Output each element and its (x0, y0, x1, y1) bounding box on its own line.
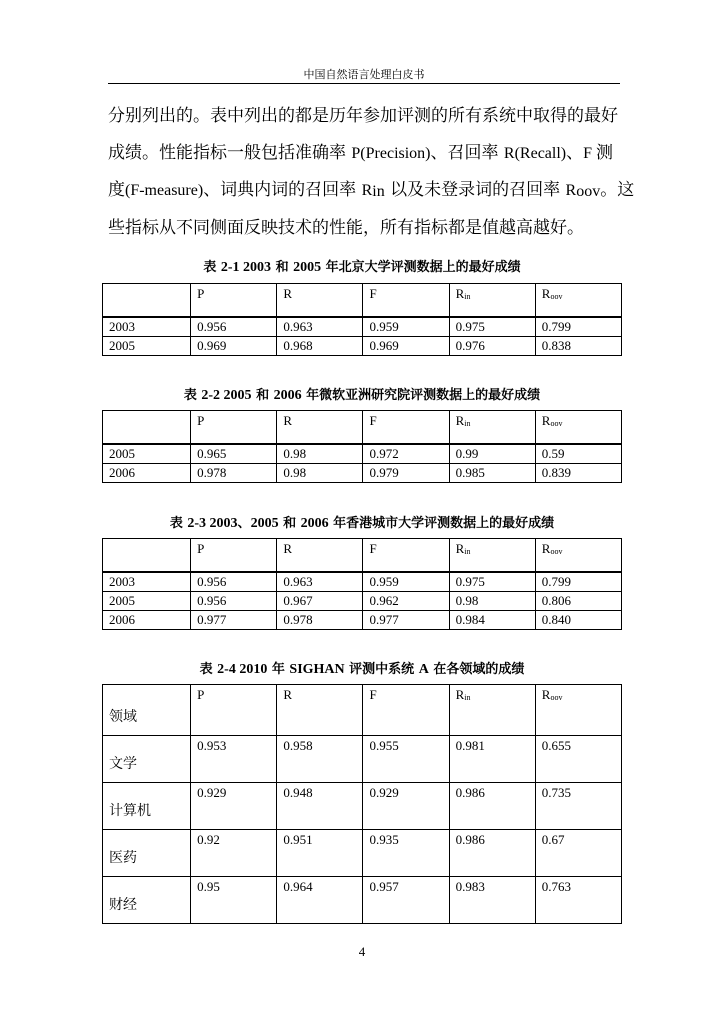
row-label-cell: 2006 (103, 464, 191, 483)
value-cell: 0.655 (535, 736, 621, 783)
header-subscript: oov (550, 693, 563, 702)
table-row (103, 444, 622, 464)
header-cell (535, 685, 621, 736)
value-cell: 0.955 (363, 736, 449, 783)
text-run: 、词典内词的召回率 (203, 180, 362, 200)
data-table (102, 538, 622, 630)
value-cell: 0.799 (535, 317, 621, 337)
row-label-cell: 2005 (103, 444, 191, 464)
caption-text: 表 (183, 388, 202, 403)
value-cell: 0.98 (449, 592, 535, 611)
header-cell (535, 284, 621, 318)
table-header-row (103, 284, 622, 318)
header-cell (277, 685, 363, 736)
value-cell: 0.929 (191, 783, 277, 830)
header-cell (191, 284, 277, 318)
value-cell: 0.92 (191, 830, 277, 877)
subscript: oov (576, 183, 601, 200)
value-cell: 0.986 (449, 830, 535, 877)
value-cell: 0.840 (535, 611, 621, 630)
header-subscript: oov (550, 419, 563, 428)
header-cell (535, 411, 621, 445)
value-cell: 0.951 (277, 830, 363, 877)
value-cell: 0.977 (191, 611, 277, 630)
header-label: F (369, 687, 377, 702)
value-cell: 0.968 (277, 337, 363, 356)
header-label: R (283, 286, 292, 301)
header-cell (277, 411, 363, 445)
value-cell: 0.977 (363, 611, 449, 630)
table-row (103, 830, 622, 877)
row-label-cell: 2005 (103, 337, 191, 356)
header-cell (103, 685, 191, 736)
paragraph-line (108, 172, 635, 210)
data-table (102, 410, 622, 483)
caption-text: 年 (267, 662, 290, 677)
header-cell (363, 284, 449, 318)
table-row (103, 736, 622, 783)
header-label: F (369, 413, 377, 428)
value-cell: 0.981 (449, 736, 535, 783)
header-rule (108, 83, 620, 84)
text-run: 。这 (600, 180, 635, 200)
header-cell (103, 539, 191, 573)
value-cell: 0.935 (363, 830, 449, 877)
header-label: P (197, 413, 205, 428)
text-run: 、 (566, 143, 584, 163)
value-cell: 0.959 (363, 317, 449, 337)
header-label: R (283, 541, 292, 556)
value-cell: 0.956 (191, 572, 277, 592)
value-cell: 0.969 (363, 337, 449, 356)
value-cell: 0.978 (191, 464, 277, 483)
caption-number: 2005 (293, 260, 322, 275)
header-label: 领域 (109, 709, 137, 725)
row-label-cell: 财经 (103, 877, 191, 924)
row-label-cell: 2003 (103, 317, 191, 337)
body-paragraph (108, 98, 635, 247)
header-label: R (455, 413, 465, 428)
header-label: R (541, 286, 551, 301)
row-label-cell: 计算机 (103, 783, 191, 830)
header-subscript: in (464, 693, 471, 702)
header-label: F (369, 286, 377, 301)
caption-text: 和 (251, 388, 274, 403)
page-number: 4 (358, 944, 366, 959)
caption-text: 年北京大学评测数据上的最好成绩 (321, 260, 521, 275)
table-row (103, 317, 622, 337)
header-cell (363, 539, 449, 573)
header-cell (363, 411, 449, 445)
caption-number: SIGHAN (289, 662, 345, 677)
subscript: in (372, 183, 385, 200)
value-cell: 0.976 (449, 337, 535, 356)
header-cell (191, 411, 277, 445)
header-label: R (541, 541, 551, 556)
value-cell: 0.948 (277, 783, 363, 830)
header-label: R (283, 413, 292, 428)
header-label: R (455, 541, 465, 556)
value-cell: 0.95 (191, 877, 277, 924)
running-header: 中国自然语言处理白皮书 (303, 68, 425, 81)
text-run: R (361, 182, 373, 199)
caption-text: 表 (169, 516, 188, 531)
row-label-cell: 文学 (103, 736, 191, 783)
caption-text: 评测中系统 (344, 662, 419, 677)
header-subscript: in (464, 292, 471, 301)
value-cell: 0.965 (191, 444, 277, 464)
header-subscript: oov (550, 547, 563, 556)
header-cell (363, 685, 449, 736)
value-cell: 0.735 (535, 783, 621, 830)
value-cell: 0.953 (191, 736, 277, 783)
caption-number: 2-2 2005 (201, 388, 252, 403)
caption-number: A (418, 662, 429, 677)
text-run: R(Recall) (503, 145, 567, 162)
value-cell: 0.763 (535, 877, 621, 924)
paragraph-line (108, 135, 624, 172)
table-caption (102, 512, 622, 532)
text-run: (F-measure) (125, 182, 204, 199)
row-label-cell: 2006 (103, 611, 191, 630)
header-cell (449, 685, 535, 736)
text-run: 成绩。性能指标一般包括准确率 (108, 143, 352, 163)
value-cell: 0.967 (277, 592, 363, 611)
value-cell: 0.806 (535, 592, 621, 611)
value-cell: 0.975 (449, 317, 535, 337)
caption-text: 和 (278, 516, 301, 531)
header-label: R (541, 413, 551, 428)
table-caption (102, 256, 622, 276)
header-label: R (455, 286, 465, 301)
text-run: R (565, 182, 577, 199)
header-cell (449, 284, 535, 318)
value-cell: 0.958 (277, 736, 363, 783)
caption-number: 2-4 2010 (217, 662, 268, 677)
value-cell: 0.67 (535, 830, 621, 877)
paragraph-line: 些指标从不同侧面反映技术的性能，所有指标都是值越高越好。 (108, 218, 584, 238)
value-cell: 0.959 (363, 572, 449, 592)
header-label: R (455, 687, 465, 702)
row-label-cell: 2003 (103, 572, 191, 592)
value-cell: 0.984 (449, 611, 535, 630)
value-cell: 0.59 (535, 444, 621, 464)
table-row (103, 877, 622, 924)
header-cell (277, 284, 363, 318)
header-label: F (369, 541, 377, 556)
header-label: P (197, 541, 205, 556)
header-cell (277, 539, 363, 573)
value-cell: 0.986 (449, 783, 535, 830)
caption-text: 表 (199, 662, 218, 677)
text-run: 度 (108, 180, 125, 200)
table-row (103, 464, 622, 483)
caption-number: 2006 (300, 516, 329, 531)
value-cell: 0.983 (449, 877, 535, 924)
caption-text: 表 (203, 260, 221, 275)
table-caption (102, 384, 622, 404)
value-cell: 0.964 (277, 877, 363, 924)
header-cell (449, 411, 535, 445)
value-cell: 0.978 (277, 611, 363, 630)
header-label: R (541, 687, 551, 702)
header-label: P (197, 286, 205, 301)
value-cell: 0.969 (191, 337, 277, 356)
value-cell: 0.956 (191, 592, 277, 611)
header-cell (103, 284, 191, 318)
caption-number: 2-1 2003 (220, 260, 272, 275)
table-row (103, 572, 622, 592)
text-run: F (583, 145, 597, 162)
value-cell: 0.985 (449, 464, 535, 483)
table-row (103, 592, 622, 611)
header-cell (191, 539, 277, 573)
header-label: R (283, 687, 292, 702)
caption-number: 2-3 2003 (187, 516, 238, 531)
caption-text: 年微软亚洲研究院评测数据上的最好成绩 (301, 388, 541, 403)
table-header-row (103, 685, 622, 736)
text-run: 测 (596, 143, 614, 163)
value-cell: 0.963 (277, 572, 363, 592)
data-table (102, 684, 622, 924)
row-label-cell: 2005 (103, 592, 191, 611)
value-cell: 0.975 (449, 572, 535, 592)
value-cell: 0.838 (535, 337, 621, 356)
table-header-row (103, 539, 622, 573)
header-subscript: in (464, 419, 471, 428)
text-run: P(Precision) (351, 145, 431, 162)
value-cell: 0.98 (277, 464, 363, 483)
value-cell: 0.98 (277, 444, 363, 464)
caption-number: 2006 (273, 388, 302, 403)
caption-number: 2005 (250, 516, 279, 531)
value-cell: 0.956 (191, 317, 277, 337)
table-row (103, 337, 622, 356)
header-subscript: in (464, 547, 471, 556)
value-cell: 0.799 (535, 572, 621, 592)
caption-text: 和 (271, 260, 294, 275)
header-label: P (197, 687, 205, 702)
header-subscript: oov (550, 292, 563, 301)
value-cell: 0.963 (277, 317, 363, 337)
data-table (102, 283, 622, 356)
text-run: 、召回率 (430, 143, 504, 163)
table-caption (102, 658, 622, 678)
table-header-row (103, 411, 622, 445)
value-cell: 0.979 (363, 464, 449, 483)
value-cell: 0.839 (535, 464, 621, 483)
header-cell (449, 539, 535, 573)
value-cell: 0.962 (363, 592, 449, 611)
value-cell: 0.957 (363, 877, 449, 924)
text-run: 以及未登录词的召回率 (384, 180, 566, 200)
caption-text: 在各领域的成绩 (428, 662, 525, 677)
row-label-cell: 医药 (103, 830, 191, 877)
header-cell (535, 539, 621, 573)
value-cell: 0.929 (363, 783, 449, 830)
paragraph-line: 分别列出的。表中列出的都是历年参加评测的所有系统中取得的最好 (108, 106, 618, 126)
caption-text: 、 (237, 516, 251, 531)
header-cell (103, 411, 191, 445)
value-cell: 0.99 (449, 444, 535, 464)
header-cell (191, 685, 277, 736)
table-row (103, 783, 622, 830)
value-cell: 0.972 (363, 444, 449, 464)
caption-text: 年香港城市大学评测数据上的最好成绩 (328, 516, 555, 531)
table-row (103, 611, 622, 630)
